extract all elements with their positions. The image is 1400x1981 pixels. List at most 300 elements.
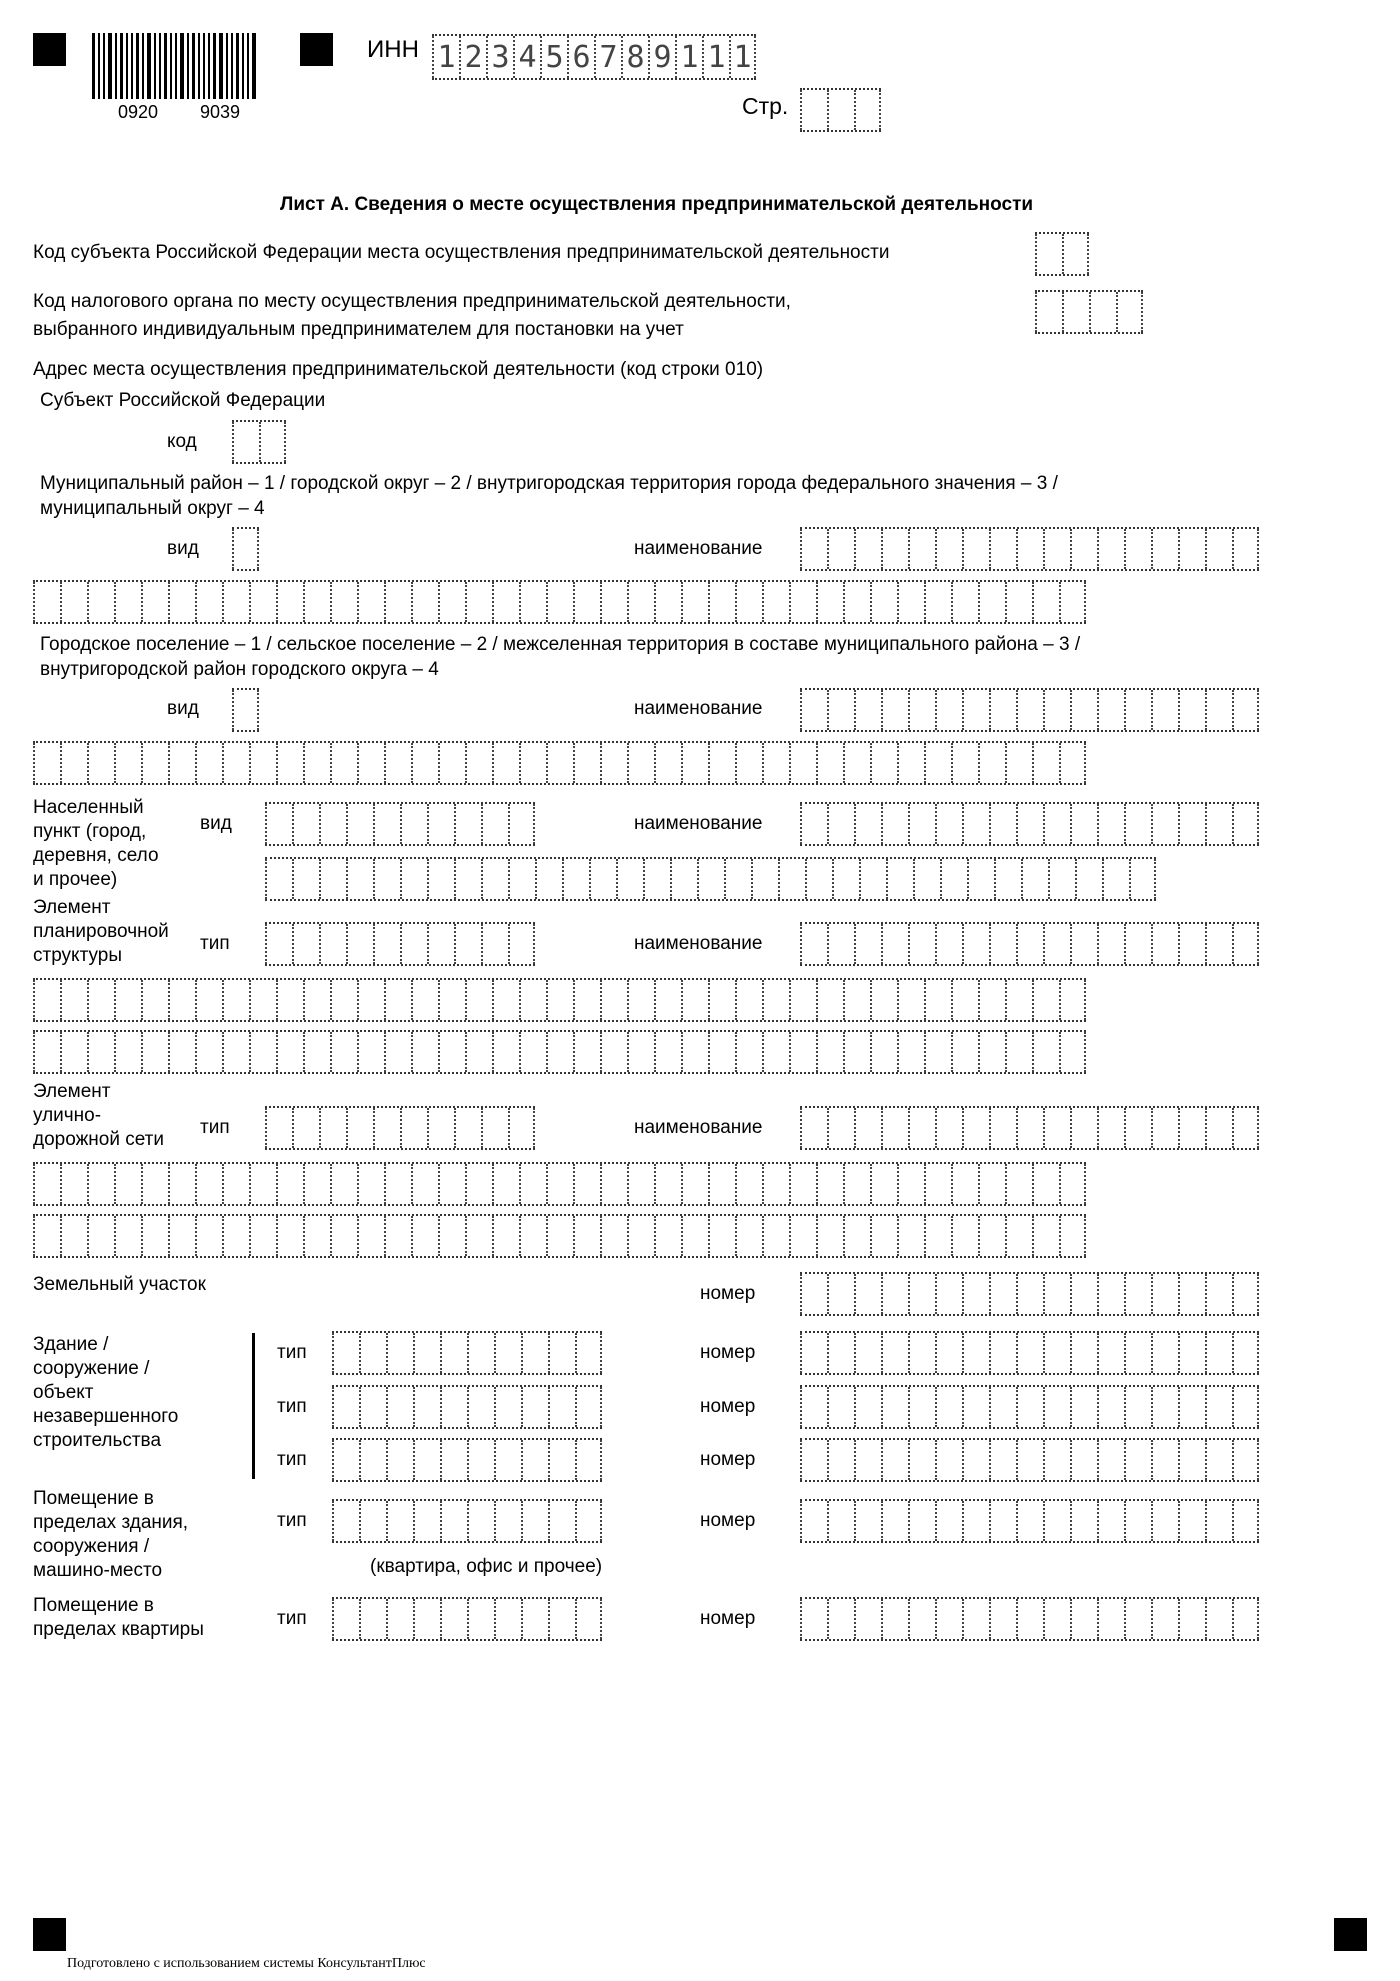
input-cell[interactable] [465, 582, 492, 622]
input-cell[interactable] [870, 1032, 897, 1072]
input-cell[interactable] [654, 743, 681, 783]
input-cell[interactable] [735, 980, 762, 1020]
input-cell[interactable] [454, 1108, 481, 1148]
input-cell[interactable] [978, 1032, 1005, 1072]
subject-code-field[interactable] [1035, 232, 1089, 276]
input-cell[interactable] [1032, 743, 1059, 783]
input-cell[interactable] [881, 1501, 908, 1541]
input-cell[interactable] [1043, 804, 1070, 844]
input-cell[interactable] [222, 582, 249, 622]
input-cell[interactable] [762, 743, 789, 783]
inn-digit-cell[interactable]: 1 [729, 36, 756, 78]
input-cell[interactable] [881, 1108, 908, 1148]
input-cell[interactable] [508, 924, 535, 964]
input-cell[interactable] [881, 1333, 908, 1373]
input-cell[interactable] [697, 859, 724, 899]
input-cell[interactable] [1059, 743, 1086, 783]
input-cell[interactable] [816, 1032, 843, 1072]
input-cell[interactable] [440, 1387, 467, 1427]
input-cell[interactable] [519, 1032, 546, 1072]
input-cell[interactable] [1070, 690, 1097, 730]
input-cell[interactable] [800, 529, 827, 569]
input-cell[interactable] [400, 859, 427, 899]
input-cell[interactable] [762, 1164, 789, 1204]
input-cell[interactable] [789, 1164, 816, 1204]
input-cell[interactable] [854, 1599, 881, 1639]
settlement-name-field-1[interactable] [800, 688, 1259, 732]
municipal-name-field-2[interactable] [33, 580, 1086, 624]
input-cell[interactable] [1178, 1387, 1205, 1427]
input-cell[interactable] [843, 1164, 870, 1204]
input-cell[interactable] [897, 1216, 924, 1256]
input-cell[interactable] [1232, 924, 1259, 964]
input-cell[interactable] [427, 1108, 454, 1148]
input-cell[interactable] [881, 1440, 908, 1480]
input-cell[interactable] [708, 980, 735, 1020]
municipal-name-field-1[interactable] [800, 527, 1259, 571]
input-cell[interactable] [1075, 859, 1102, 899]
input-cell[interactable] [1205, 1333, 1232, 1373]
input-cell[interactable] [627, 1216, 654, 1256]
input-cell[interactable] [60, 1164, 87, 1204]
input-cell[interactable] [1048, 859, 1075, 899]
input-cell[interactable] [168, 1164, 195, 1204]
input-cell[interactable] [1070, 1599, 1097, 1639]
input-cell[interactable] [1005, 1164, 1032, 1204]
premises-tip-field[interactable] [332, 1499, 602, 1543]
input-cell[interactable] [521, 1333, 548, 1373]
input-cell[interactable] [827, 1599, 854, 1639]
input-cell[interactable] [438, 743, 465, 783]
input-cell[interactable] [1232, 804, 1259, 844]
input-cell[interactable] [330, 743, 357, 783]
input-cell[interactable] [735, 1164, 762, 1204]
input-cell[interactable] [962, 1440, 989, 1480]
input-cell[interactable] [681, 980, 708, 1020]
input-cell[interactable] [1205, 1440, 1232, 1480]
input-cell[interactable] [1205, 804, 1232, 844]
input-cell[interactable] [467, 1501, 494, 1541]
input-cell[interactable] [168, 743, 195, 783]
input-cell[interactable] [330, 980, 357, 1020]
input-cell[interactable] [519, 1164, 546, 1204]
input-cell[interactable] [1005, 1216, 1032, 1256]
input-cell[interactable] [384, 1032, 411, 1072]
input-cell[interactable] [413, 1387, 440, 1427]
input-cell[interactable] [881, 804, 908, 844]
input-cell[interactable] [908, 1108, 935, 1148]
input-cell[interactable] [962, 529, 989, 569]
input-cell[interactable] [735, 1032, 762, 1072]
input-cell[interactable] [681, 582, 708, 622]
input-cell[interactable] [800, 90, 827, 130]
inn-digit-cell[interactable]: 2 [459, 36, 486, 78]
input-cell[interactable] [232, 422, 259, 462]
input-cell[interactable] [789, 743, 816, 783]
input-cell[interactable] [519, 980, 546, 1020]
input-cell[interactable] [60, 1216, 87, 1256]
input-cell[interactable] [827, 1333, 854, 1373]
input-cell[interactable] [1178, 1274, 1205, 1314]
input-cell[interactable] [359, 1333, 386, 1373]
input-cell[interactable] [627, 1032, 654, 1072]
input-cell[interactable] [962, 1274, 989, 1314]
input-cell[interactable] [935, 924, 962, 964]
input-cell[interactable] [411, 743, 438, 783]
input-cell[interactable] [411, 582, 438, 622]
input-cell[interactable] [962, 1599, 989, 1639]
input-cell[interactable] [854, 924, 881, 964]
input-cell[interactable] [346, 1108, 373, 1148]
input-cell[interactable] [1124, 1333, 1151, 1373]
input-cell[interactable] [114, 1216, 141, 1256]
input-cell[interactable] [87, 1164, 114, 1204]
input-cell[interactable] [141, 1032, 168, 1072]
input-cell[interactable] [492, 1164, 519, 1204]
input-cell[interactable] [908, 529, 935, 569]
input-cell[interactable] [951, 743, 978, 783]
input-cell[interactable] [573, 1164, 600, 1204]
input-cell[interactable] [735, 1216, 762, 1256]
input-cell[interactable] [168, 1032, 195, 1072]
input-cell[interactable] [359, 1501, 386, 1541]
input-cell[interactable] [1016, 1599, 1043, 1639]
input-cell[interactable] [222, 1164, 249, 1204]
input-cell[interactable] [222, 1032, 249, 1072]
input-cell[interactable] [1070, 1333, 1097, 1373]
input-cell[interactable] [1129, 859, 1156, 899]
input-cell[interactable] [114, 1164, 141, 1204]
input-cell[interactable] [1016, 924, 1043, 964]
input-cell[interactable] [413, 1599, 440, 1639]
input-cell[interactable] [816, 743, 843, 783]
input-cell[interactable] [643, 859, 670, 899]
input-cell[interactable] [492, 1032, 519, 1072]
input-cell[interactable] [989, 1108, 1016, 1148]
input-cell[interactable] [962, 690, 989, 730]
input-cell[interactable] [60, 582, 87, 622]
input-cell[interactable] [1178, 1501, 1205, 1541]
input-cell[interactable] [546, 1032, 573, 1072]
input-cell[interactable] [1005, 1032, 1032, 1072]
input-cell[interactable] [508, 804, 535, 844]
input-cell[interactable] [1035, 292, 1062, 332]
input-cell[interactable] [465, 1216, 492, 1256]
input-cell[interactable] [935, 1333, 962, 1373]
input-cell[interactable] [303, 582, 330, 622]
input-cell[interactable] [373, 804, 400, 844]
input-cell[interactable] [1178, 804, 1205, 844]
input-cell[interactable] [1062, 234, 1089, 274]
input-cell[interactable] [1062, 292, 1089, 332]
input-cell[interactable] [1070, 1108, 1097, 1148]
input-cell[interactable] [548, 1387, 575, 1427]
input-cell[interactable] [800, 1333, 827, 1373]
input-cell[interactable] [33, 1032, 60, 1072]
input-cell[interactable] [357, 980, 384, 1020]
input-cell[interactable] [440, 1440, 467, 1480]
input-cell[interactable] [1124, 529, 1151, 569]
input-cell[interactable] [33, 743, 60, 783]
input-cell[interactable] [292, 859, 319, 899]
input-cell[interactable] [222, 1216, 249, 1256]
input-cell[interactable] [232, 529, 259, 569]
input-cell[interactable] [384, 980, 411, 1020]
input-cell[interactable] [681, 743, 708, 783]
input-cell[interactable] [1032, 582, 1059, 622]
input-cell[interactable] [413, 1333, 440, 1373]
input-cell[interactable] [1097, 1333, 1124, 1373]
input-cell[interactable] [346, 924, 373, 964]
input-cell[interactable] [546, 980, 573, 1020]
input-cell[interactable] [87, 1032, 114, 1072]
input-cell[interactable] [989, 690, 1016, 730]
input-cell[interactable] [843, 582, 870, 622]
input-cell[interactable] [600, 743, 627, 783]
input-cell[interactable] [386, 1387, 413, 1427]
input-cell[interactable] [1124, 1599, 1151, 1639]
input-cell[interactable] [600, 582, 627, 622]
input-cell[interactable] [1205, 529, 1232, 569]
input-cell[interactable] [413, 1501, 440, 1541]
input-cell[interactable] [346, 804, 373, 844]
input-cell[interactable] [600, 1216, 627, 1256]
input-cell[interactable] [989, 1599, 1016, 1639]
input-cell[interactable] [989, 1501, 1016, 1541]
input-cell[interactable] [357, 743, 384, 783]
input-cell[interactable] [575, 1440, 602, 1480]
input-cell[interactable] [951, 980, 978, 1020]
input-cell[interactable] [989, 1274, 1016, 1314]
input-cell[interactable] [1059, 1032, 1086, 1072]
input-cell[interactable] [87, 980, 114, 1020]
input-cell[interactable] [1016, 1274, 1043, 1314]
input-cell[interactable] [386, 1501, 413, 1541]
input-cell[interactable] [1151, 529, 1178, 569]
input-cell[interactable] [467, 1387, 494, 1427]
input-cell[interactable] [962, 1333, 989, 1373]
input-cell[interactable] [1070, 804, 1097, 844]
input-cell[interactable] [465, 1164, 492, 1204]
input-cell[interactable] [1005, 743, 1032, 783]
input-cell[interactable] [897, 743, 924, 783]
input-cell[interactable] [1151, 1274, 1178, 1314]
input-cell[interactable] [908, 924, 935, 964]
input-cell[interactable] [1097, 1440, 1124, 1480]
input-cell[interactable] [1097, 529, 1124, 569]
input-cell[interactable] [222, 980, 249, 1020]
input-cell[interactable] [800, 1274, 827, 1314]
input-cell[interactable] [319, 859, 346, 899]
premises-number-field[interactable] [800, 1499, 1259, 1543]
input-cell[interactable] [951, 1164, 978, 1204]
input-cell[interactable] [800, 1440, 827, 1480]
input-cell[interactable] [1043, 690, 1070, 730]
planning-name-field-3[interactable] [33, 1030, 1086, 1074]
input-cell[interactable] [1102, 859, 1129, 899]
input-cell[interactable] [1124, 1501, 1151, 1541]
input-cell[interactable] [521, 1440, 548, 1480]
input-cell[interactable] [978, 1164, 1005, 1204]
input-cell[interactable] [881, 690, 908, 730]
input-cell[interactable] [800, 1599, 827, 1639]
input-cell[interactable] [465, 980, 492, 1020]
input-cell[interactable] [627, 980, 654, 1020]
input-cell[interactable] [827, 529, 854, 569]
input-cell[interactable] [816, 582, 843, 622]
input-cell[interactable] [357, 1032, 384, 1072]
input-cell[interactable] [908, 1501, 935, 1541]
input-cell[interactable] [492, 743, 519, 783]
input-cell[interactable] [681, 1216, 708, 1256]
input-cell[interactable] [141, 980, 168, 1020]
municipal-vid-field[interactable] [232, 527, 259, 571]
input-cell[interactable] [978, 582, 1005, 622]
input-cell[interactable] [384, 1216, 411, 1256]
input-cell[interactable] [1151, 1387, 1178, 1427]
input-cell[interactable] [427, 859, 454, 899]
input-cell[interactable] [481, 924, 508, 964]
input-cell[interactable] [924, 1032, 951, 1072]
input-cell[interactable] [1232, 690, 1259, 730]
input-cell[interactable] [935, 1274, 962, 1314]
input-cell[interactable] [951, 1216, 978, 1256]
planning-name-field-1[interactable] [800, 922, 1259, 966]
input-cell[interactable] [411, 1032, 438, 1072]
input-cell[interactable] [114, 1032, 141, 1072]
input-cell[interactable] [827, 924, 854, 964]
input-cell[interactable] [332, 1599, 359, 1639]
input-cell[interactable] [1032, 1032, 1059, 1072]
input-cell[interactable] [881, 1599, 908, 1639]
input-cell[interactable] [87, 1216, 114, 1256]
input-cell[interactable] [1043, 1333, 1070, 1373]
input-cell[interactable] [508, 859, 535, 899]
input-cell[interactable] [465, 743, 492, 783]
input-cell[interactable] [548, 1333, 575, 1373]
input-cell[interactable] [400, 1108, 427, 1148]
input-cell[interactable] [1151, 1333, 1178, 1373]
input-cell[interactable] [854, 804, 881, 844]
input-cell[interactable] [384, 582, 411, 622]
input-cell[interactable] [141, 1216, 168, 1256]
input-cell[interactable] [319, 924, 346, 964]
input-cell[interactable] [897, 980, 924, 1020]
building-tip-field-1[interactable] [332, 1331, 602, 1375]
input-cell[interactable] [114, 743, 141, 783]
input-cell[interactable] [114, 582, 141, 622]
input-cell[interactable] [114, 980, 141, 1020]
input-cell[interactable] [805, 859, 832, 899]
input-cell[interactable] [1021, 859, 1048, 899]
input-cell[interactable] [573, 582, 600, 622]
building-number-field-3[interactable] [800, 1438, 1259, 1482]
input-cell[interactable] [908, 1599, 935, 1639]
input-cell[interactable] [708, 743, 735, 783]
input-cell[interactable] [60, 980, 87, 1020]
input-cell[interactable] [789, 980, 816, 1020]
input-cell[interactable] [249, 1164, 276, 1204]
input-cell[interactable] [1032, 980, 1059, 1020]
page-number-field[interactable] [800, 88, 881, 132]
input-cell[interactable] [1178, 1108, 1205, 1148]
input-cell[interactable] [1232, 1501, 1259, 1541]
input-cell[interactable] [548, 1440, 575, 1480]
input-cell[interactable] [492, 1216, 519, 1256]
input-cell[interactable] [924, 980, 951, 1020]
input-cell[interactable] [1016, 1501, 1043, 1541]
input-cell[interactable] [292, 924, 319, 964]
input-cell[interactable] [546, 1164, 573, 1204]
input-cell[interactable] [1097, 1501, 1124, 1541]
input-cell[interactable] [1005, 582, 1032, 622]
input-cell[interactable] [881, 924, 908, 964]
input-cell[interactable] [276, 582, 303, 622]
input-cell[interactable] [935, 1440, 962, 1480]
input-cell[interactable] [575, 1333, 602, 1373]
input-cell[interactable] [924, 582, 951, 622]
input-cell[interactable] [827, 690, 854, 730]
input-cell[interactable] [195, 582, 222, 622]
input-cell[interactable] [292, 804, 319, 844]
input-cell[interactable] [519, 582, 546, 622]
input-cell[interactable] [708, 1164, 735, 1204]
input-cell[interactable] [816, 980, 843, 1020]
input-cell[interactable] [265, 1108, 292, 1148]
input-cell[interactable] [908, 804, 935, 844]
street-name-field-2[interactable] [33, 1162, 1086, 1206]
input-cell[interactable] [897, 1164, 924, 1204]
input-cell[interactable] [881, 1274, 908, 1314]
input-cell[interactable] [1151, 1440, 1178, 1480]
tax-code-field[interactable] [1035, 290, 1143, 334]
input-cell[interactable] [249, 743, 276, 783]
input-cell[interactable] [60, 743, 87, 783]
input-cell[interactable] [1124, 924, 1151, 964]
input-cell[interactable] [1205, 690, 1232, 730]
input-cell[interactable] [843, 743, 870, 783]
input-cell[interactable] [708, 1216, 735, 1256]
input-cell[interactable] [330, 1164, 357, 1204]
input-cell[interactable] [789, 1216, 816, 1256]
input-cell[interactable] [940, 859, 967, 899]
input-cell[interactable] [854, 529, 881, 569]
input-cell[interactable] [908, 1333, 935, 1373]
input-cell[interactable] [1232, 1599, 1259, 1639]
input-cell[interactable] [87, 582, 114, 622]
input-cell[interactable] [827, 1108, 854, 1148]
input-cell[interactable] [1178, 1599, 1205, 1639]
input-cell[interactable] [494, 1387, 521, 1427]
input-cell[interactable] [1124, 690, 1151, 730]
input-cell[interactable] [359, 1387, 386, 1427]
locality-name-field-1[interactable] [800, 802, 1259, 846]
input-cell[interactable] [1059, 1164, 1086, 1204]
input-cell[interactable] [670, 859, 697, 899]
input-cell[interactable] [1043, 1501, 1070, 1541]
input-cell[interactable] [332, 1387, 359, 1427]
input-cell[interactable] [303, 1216, 330, 1256]
input-cell[interactable] [843, 1216, 870, 1256]
input-cell[interactable] [1124, 1274, 1151, 1314]
input-cell[interactable] [467, 1599, 494, 1639]
input-cell[interactable] [627, 582, 654, 622]
input-cell[interactable] [438, 1032, 465, 1072]
input-cell[interactable] [1097, 1387, 1124, 1427]
input-cell[interactable] [1043, 1440, 1070, 1480]
input-cell[interactable] [454, 804, 481, 844]
input-cell[interactable] [816, 1164, 843, 1204]
